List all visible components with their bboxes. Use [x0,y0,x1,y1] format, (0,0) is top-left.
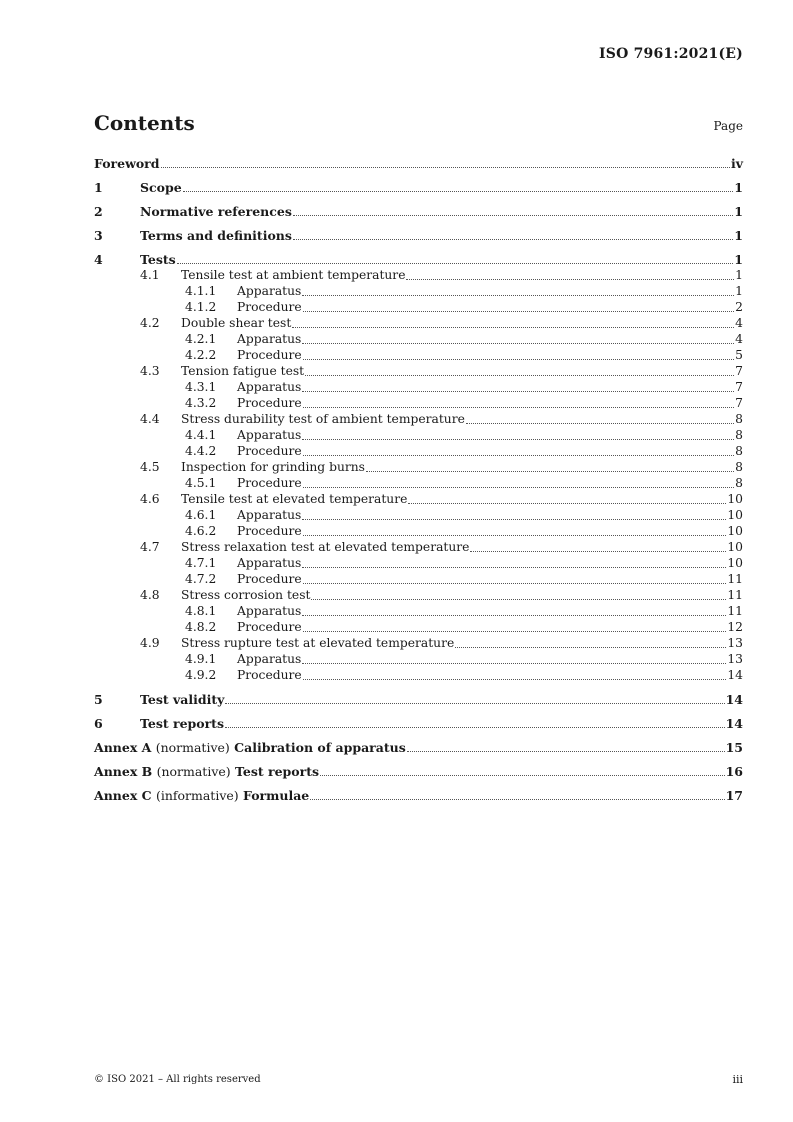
toc-entry-4-1-1[interactable] [94,283,743,299]
toc-entry-scope[interactable] [94,179,743,195]
toc-entry-page: 7 [735,380,743,394]
toc-entry-page: 10 [727,540,743,554]
toc-entry-page: 13 [727,652,743,666]
toc-entry-number: 4.1 [140,268,160,282]
toc-entry-label: Foreword [94,156,160,171]
toc-entry-page: 10 [727,556,743,570]
toc-entry-number: 4.9.2 [185,668,217,682]
document-id: ISO 7961:2021(E) [599,46,743,62]
leader-dots [292,327,734,328]
toc-entry-normative-references[interactable] [94,203,743,219]
toc-entry-terms-and-definitions[interactable] [94,227,743,243]
leader-dots [320,775,725,776]
toc-entry-4-6-2[interactable] [94,523,743,539]
toc-entry-label: Procedure [237,300,302,314]
toc-entry-number: 4.2 [140,316,160,330]
toc-entry-page: 4 [735,316,743,330]
page-number: iii [732,1073,743,1086]
toc-entry-page: 1 [734,228,743,243]
toc-entry-page: 1 [735,284,743,298]
toc-entry-4-6[interactable] [94,491,743,507]
toc-entry-4-2[interactable] [94,315,743,331]
toc-entry-label: Apparatus [237,604,302,618]
leader-dots [303,679,727,680]
toc-entry-label: Procedure [237,572,302,586]
leader-dots [310,799,724,800]
toc-entry-number: 5 [94,692,103,707]
toc-entry-label: Procedure [237,396,302,410]
toc-entry-page: 4 [735,332,743,346]
toc-entry-4-3[interactable] [94,363,743,379]
toc-entry-number: 4.8.2 [185,620,217,634]
toc-entry-label: Test validity [140,692,225,707]
toc-entry-number: 3 [94,228,103,243]
toc-entry-label: Stress rupture test at elevated temperature [181,636,455,650]
toc-entry-page: 10 [727,524,743,538]
toc-entry-number: 4.2.2 [185,348,217,362]
toc-entry-number: 4.4.1 [185,428,217,442]
leader-dots [366,471,734,472]
toc-entry-page: 10 [727,508,743,522]
leader-dots [161,167,730,168]
toc-entry-number: 1 [94,180,103,195]
toc-entry-page: 16 [725,764,743,779]
toc-entry-foreword[interactable] [94,155,743,171]
leader-dots [303,487,735,488]
leader-dots [303,631,727,632]
toc-entry-number: 4.3 [140,364,160,378]
toc-entry-page: 8 [735,476,743,490]
leader-dots [302,615,726,616]
toc-entry-label: Procedure [237,524,302,538]
toc-entry-4-3-2[interactable] [94,395,743,411]
toc-entry-label: Tests [140,252,176,267]
toc-entry-number: 6 [94,716,103,731]
toc-entry-label: Procedure [237,668,302,682]
toc-entry-4-4-2[interactable] [94,443,743,459]
annex-prefix: Annex B [94,764,153,779]
toc-entry-4-2-2[interactable] [94,347,743,363]
toc-entry-4-9-2[interactable] [94,667,743,683]
toc-entry-4-2-1[interactable] [94,331,743,347]
toc-entry-4-9[interactable] [94,635,743,651]
toc-entry-number: 4.7 [140,540,160,554]
leader-dots [302,567,726,568]
leader-dots [303,407,735,408]
toc-entry-label: Inspection for grinding burns [181,460,365,474]
toc-entry-number: 2 [94,204,103,219]
toc-entry-label: Tensile test at ambient temperature [181,268,406,282]
page-title: Contents [94,111,195,135]
toc-entry-number: 4.7.1 [185,556,217,570]
toc-entry-page: 12 [727,620,743,634]
toc-entry-page: 11 [727,604,743,618]
toc-entry-page: 11 [727,588,743,602]
leader-dots [225,703,724,704]
toc-entry-page: 14 [725,716,743,731]
toc-entry-label: Terms and definitions [140,228,292,243]
toc-entry-4-9-1[interactable] [94,651,743,667]
toc-entry-page: 13 [727,636,743,650]
toc-entry-number: 4.3.1 [185,380,217,394]
toc-entry-label [94,740,406,755]
toc-entry-4-4-1[interactable] [94,427,743,443]
annex-title: Calibration of apparatus [234,740,406,755]
toc-entry-number: 4.4.2 [185,444,217,458]
leader-dots [466,423,734,424]
toc-entry-page: 14 [727,668,743,682]
toc-entry-number: 4.6.1 [185,508,217,522]
toc-entry-label: Procedure [237,476,302,490]
toc-entry-number: 4.3.2 [185,396,217,410]
toc-entry-4-8-2[interactable] [94,619,743,635]
leader-dots [406,279,734,280]
toc-entry-page: 8 [735,428,743,442]
toc-entry-page: 10 [727,492,743,506]
toc-entry-number: 4.4 [140,412,160,426]
annex-prefix: Annex A [94,740,152,755]
toc-entry-page: 7 [735,396,743,410]
toc-entry-number: 4.1.2 [185,300,217,314]
toc-entry-label: Test reports [140,716,224,731]
toc-entry-tests[interactable] [94,251,743,267]
toc-entry-number: 4.1.1 [185,284,217,298]
toc-entry-4-8[interactable] [94,587,743,603]
toc-entry-label: Apparatus [237,556,302,570]
toc-entry-page: 17 [725,788,743,803]
leader-dots [305,375,734,376]
toc-entry-4-6-1[interactable] [94,507,743,523]
toc-entry-label: Normative references [140,204,292,219]
leader-dots [302,519,726,520]
toc-entry-annex-a[interactable] [94,739,743,755]
toc-entry-number: 4.9.1 [185,652,217,666]
toc-entry-page: 1 [734,252,743,267]
leader-dots [183,191,734,192]
leader-dots [407,751,725,752]
toc-entry-label: Procedure [237,348,302,362]
toc-entry-number: 4.6.2 [185,524,217,538]
toc-entry-label: Apparatus [237,284,302,298]
toc-entry-label: Apparatus [237,332,302,346]
annex-title: Test reports [235,764,320,779]
toc-entry-label: Scope [140,180,182,195]
toc-entry-number: 4.7.2 [185,572,217,586]
toc-entry-number: 4.2.1 [185,332,217,346]
toc-entry-page: 1 [734,204,743,219]
toc-entry-page: 15 [725,740,743,755]
toc-entry-page: 8 [735,444,743,458]
toc-entry-label [94,764,319,779]
toc-entry-page: 14 [725,692,743,707]
leader-dots [177,263,734,264]
toc-entry-4-5-1[interactable] [94,475,743,491]
leader-dots [293,215,733,216]
toc-entry-number: 4.8.1 [185,604,217,618]
toc-entry-page: 8 [735,412,743,426]
toc-entry-label: Stress corrosion test [181,588,311,602]
leader-dots [303,455,735,456]
toc-entry-number: 4 [94,252,103,267]
table-of-contents [94,155,743,803]
toc-entry-4-4[interactable] [94,411,743,427]
toc-entry-label: Procedure [237,444,302,458]
toc-entry-label: Double shear test [181,316,292,330]
toc-entry-4-1-2[interactable] [94,299,743,315]
toc-entry-page: 7 [735,364,743,378]
toc-entry-number: 4.9 [140,636,160,650]
toc-entry-label: Tension fatigue test [181,364,305,378]
toc-entry-label: Stress durability test of ambient temperature [181,412,465,426]
toc-entry-4-7-2[interactable] [94,571,743,587]
annex-kind: (normative) [155,740,230,755]
toc-entry-label: Procedure [237,620,302,634]
leader-dots [302,391,734,392]
leader-dots [302,343,734,344]
page-column-label: Page [713,119,743,133]
toc-entry-4-3-1[interactable] [94,379,743,395]
leader-dots [293,239,733,240]
annex-prefix: Annex C [94,788,152,803]
leader-dots [303,535,727,536]
leader-dots [311,599,726,600]
toc-entry-4-8-1[interactable] [94,603,743,619]
toc-entry-test-validity[interactable] [94,691,743,707]
toc-entry-4-5[interactable] [94,459,743,475]
toc-entry-page: 8 [735,460,743,474]
toc-entry-page: 5 [735,348,743,362]
toc-entry-page: 2 [735,300,743,314]
leader-dots [303,583,727,584]
toc-entry-number: 4.6 [140,492,160,506]
toc-entry-label [94,788,309,803]
annex-kind: (informative) [155,788,239,803]
toc-entry-label: Apparatus [237,652,302,666]
leader-dots [470,551,726,552]
toc-entry-test-reports[interactable] [94,715,743,731]
toc-entry-4-1[interactable] [94,267,743,283]
toc-entry-page: 1 [734,180,743,195]
leader-dots [225,727,725,728]
leader-dots [455,647,726,648]
toc-entry-page: 1 [735,268,743,282]
toc-entry-annex-b[interactable] [94,763,743,779]
toc-entry-label: Tensile test at elevated temperature [181,492,408,506]
leader-dots [408,503,726,504]
toc-entry-annex-c[interactable] [94,787,743,803]
annex-kind: (normative) [156,764,231,779]
leader-dots [303,311,735,312]
toc-entry-label: Stress relaxation test at elevated temperature [181,540,470,554]
toc-entry-number: 4.5.1 [185,476,217,490]
toc-entry-4-7[interactable] [94,539,743,555]
toc-entry-label: Apparatus [237,380,302,394]
leader-dots [303,359,735,360]
copyright-notice: © ISO 2021 – All rights reserved [94,1074,261,1085]
leader-dots [302,439,734,440]
toc-entry-number: 4.8 [140,588,160,602]
toc-entry-page: 11 [727,572,743,586]
toc-entry-label: Apparatus [237,428,302,442]
toc-entry-number: 4.5 [140,460,160,474]
toc-entry-4-7-1[interactable] [94,555,743,571]
leader-dots [302,663,726,664]
leader-dots [302,295,734,296]
toc-entry-page: iv [730,156,743,171]
toc-entry-label: Apparatus [237,508,302,522]
annex-title: Formulae [243,788,310,803]
